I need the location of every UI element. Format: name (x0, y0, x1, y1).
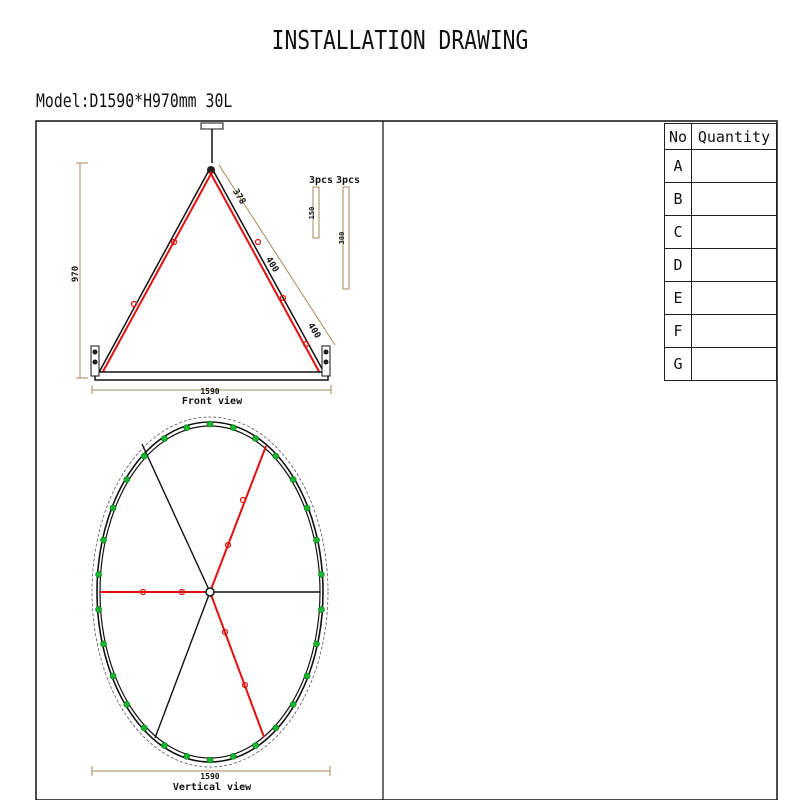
led-dot (101, 641, 107, 647)
row-quantity (692, 150, 777, 183)
led-dot (253, 743, 259, 749)
row-no: G (665, 348, 692, 381)
led-dot (184, 753, 190, 759)
led-dot (184, 425, 190, 431)
led-dot (314, 641, 320, 647)
ring-side (95, 372, 328, 380)
led-dot (124, 477, 130, 483)
right-rod-black (214, 172, 326, 376)
led-dot (207, 421, 213, 427)
ring-end-left (91, 346, 99, 376)
rod-qty-label-1: 3pcs (308, 175, 334, 186)
height-dim-label: 970 (71, 265, 81, 283)
led-dot (141, 453, 147, 459)
ring-end-right (322, 346, 330, 376)
vertical-width-label: 1590 (200, 772, 220, 781)
led-dot (290, 701, 296, 707)
led-dot (253, 436, 259, 442)
led-dot (304, 673, 310, 679)
led-dot (318, 607, 324, 613)
led-dot (161, 743, 167, 749)
led-dot (96, 607, 102, 613)
front-view-label: Front view (181, 396, 243, 407)
segment-dim-2: 400 (263, 255, 281, 275)
segment-dim-1: 378 (230, 187, 248, 207)
led-dot (318, 571, 324, 577)
led-dot (290, 477, 296, 483)
led-dot (314, 537, 320, 543)
row-quantity (692, 216, 777, 249)
rod-dim-150: 150 (308, 206, 316, 220)
led-dot (161, 436, 167, 442)
row-no: A (665, 150, 692, 183)
table-row (665, 216, 777, 249)
led-dot (110, 673, 116, 679)
led-dot (273, 453, 279, 459)
row-quantity (692, 282, 777, 315)
table-row (665, 249, 777, 282)
led-dot (141, 725, 147, 731)
left-rod-red (100, 172, 212, 377)
row-no: F (665, 315, 692, 348)
led-dot (101, 537, 107, 543)
led-dot (207, 757, 213, 763)
row-quantity (692, 183, 777, 216)
led-dot (230, 425, 236, 431)
row-quantity (692, 315, 777, 348)
header-quantity: Quantity (692, 124, 777, 150)
led-dot (110, 505, 116, 511)
row-no: C (665, 216, 692, 249)
table-row (665, 348, 777, 381)
table-row (665, 150, 777, 183)
led-dot (230, 753, 236, 759)
row-no: B (665, 183, 692, 216)
left-rod-black (97, 172, 208, 376)
rod-connectors (132, 240, 309, 347)
parts-quantity-table (664, 123, 777, 381)
table-row (665, 315, 777, 348)
led-dot (124, 701, 130, 707)
table-header-row (665, 124, 777, 150)
ceiling-canopy (201, 123, 223, 129)
model-spec: Model:D1590*H970mm 30L (36, 90, 233, 112)
page-title: INSTALLATION DRAWING (271, 26, 529, 56)
row-no: E (665, 282, 692, 315)
rod-dim-300: 300 (338, 231, 346, 245)
vertical-view-label: Vertical view (172, 782, 252, 793)
row-quantity (692, 249, 777, 282)
rod-qty-label-2: 3pcs (335, 175, 361, 186)
row-quantity (692, 348, 777, 381)
row-no: D (665, 249, 692, 282)
front-width-label: 1590 (200, 387, 220, 396)
header-no: No (665, 124, 692, 150)
table-row (665, 282, 777, 315)
vertical-view (92, 417, 330, 793)
front-view (71, 123, 360, 407)
led-dot (273, 725, 279, 731)
segment-dim-3: 400 (305, 321, 323, 341)
center-hub (206, 588, 214, 596)
led-dot (96, 571, 102, 577)
led-dot (304, 505, 310, 511)
table-row (665, 183, 777, 216)
